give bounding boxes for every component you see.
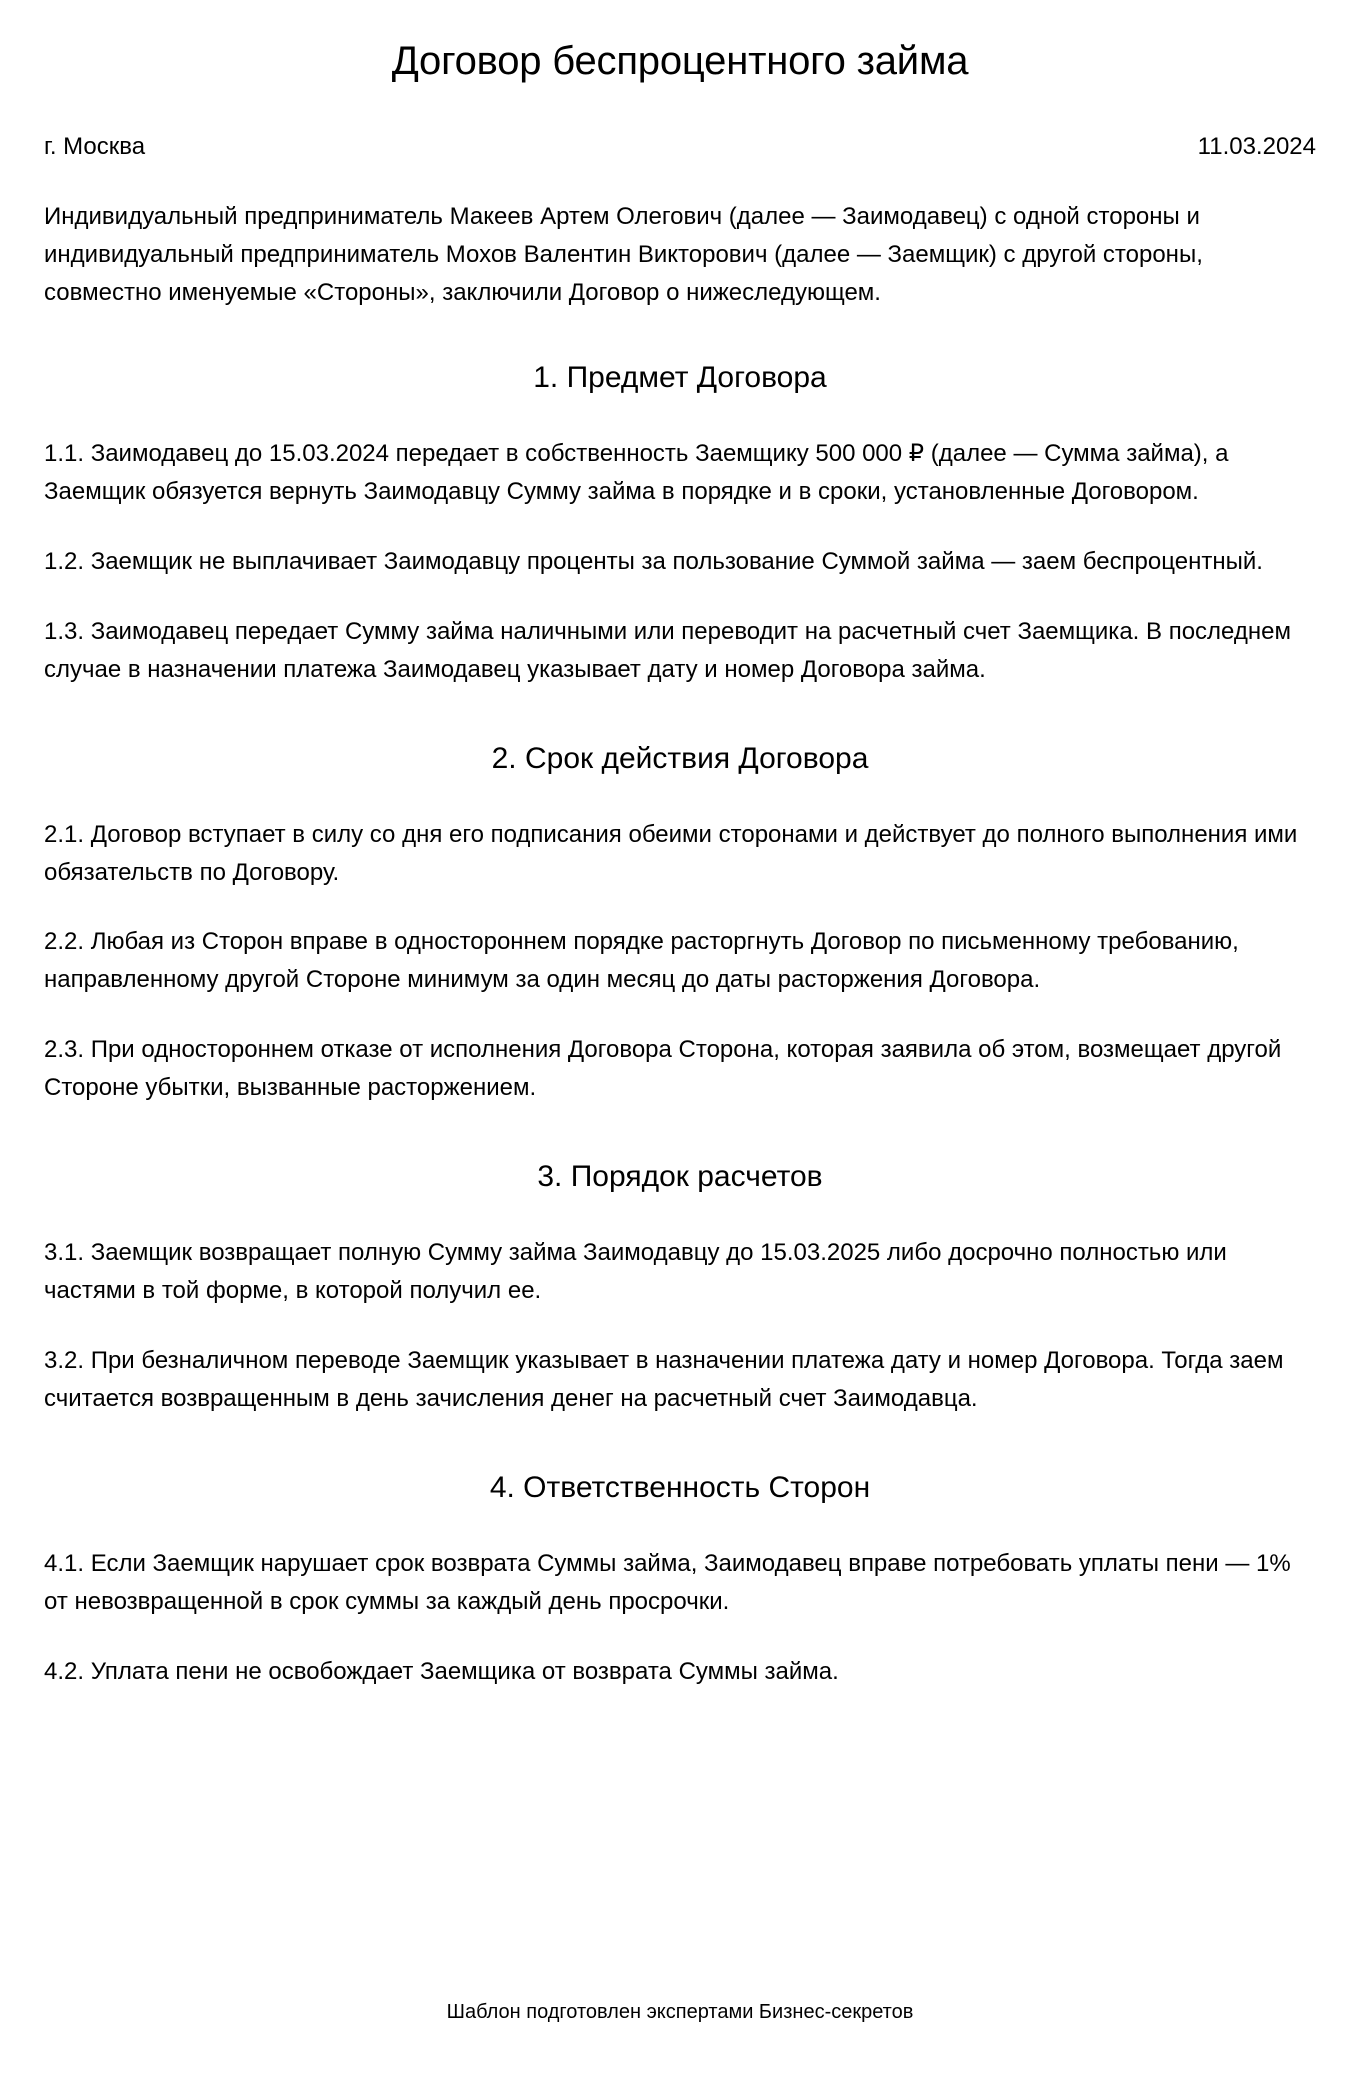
document-footer-note: Шаблон подготовлен экспертами Бизнес-секретов [446, 2001, 914, 2023]
document-sections [44, 358, 1316, 1690]
document-date: 11.03.2024 [1197, 133, 1316, 161]
clause-paragraph: 1.1. Заимодавец до 15.03.2024 передает в собственность Заемщику 500 000 ₽ (далее — Сумма займа), а Заемщик обязуется вернуть Заимодавцу Сумму займа в порядке и в сроки, установленные Договором. [44, 440, 1229, 505]
section-clauses [44, 1545, 1316, 1691]
section-heading: 1. Предмет Договора [533, 361, 827, 395]
clause-paragraph: 3.1. Заемщик возвращает полную Сумму займа Заимодавцу до 15.03.2025 либо досрочно полностью или частями в той форме, в которой получил ее. [44, 1239, 1227, 1304]
section-clauses [44, 816, 1316, 1107]
section-clauses [44, 1234, 1316, 1418]
clause-paragraph: 2.3. При одностороннем отказе от исполнения Договора Сторона, которая заявила об этом, возмещает другой Стороне убытки, вызванные расторжением. [44, 1036, 1282, 1102]
clause-paragraph: 4.1. Если Заемщик нарушает срок возврата Суммы займа, Заимодавец вправе потребовать уплаты пени — 1% от невозвращенной в срок суммы за каждый день просрочки. [44, 1549, 1291, 1615]
section-heading: 4. Ответственность Сторон [489, 1470, 871, 1504]
document-meta-row [44, 131, 1316, 162]
section-clauses [44, 435, 1316, 689]
document-title: Договор беспроцентного займа [391, 39, 969, 83]
clause-paragraph: 1.2. Заемщик не выплачивает Заимодавцу проценты за пользование Суммой займа — заем беспроцентный. [44, 547, 1263, 575]
section-heading: 3. Порядок расчетов [537, 1160, 823, 1194]
section-heading: 2. Срок действия Договора [491, 741, 869, 775]
clause-paragraph: 2.2. Любая из Сторон вправе в одностороннем порядке расторгнуть Договор по письменному требованию, направленному другой Стороне минимум за один месяц до даты расторжения Договора. [44, 928, 1239, 994]
document-city: г. Москва [44, 133, 146, 161]
clause-paragraph: 4.2. Уплата пени не освобождает Заемщика от возврата Суммы займа. [44, 1657, 839, 1685]
clause-paragraph: 2.1. Договор вступает в силу со дня его подписания обеими сторонами и действует до полного выполнения ими обязательств по Договору. [44, 820, 1298, 886]
clause-paragraph: 1.3. Заимодавец передает Сумму займа наличными или переводит на расчетный счет Заемщика. В последнем случае в назначении платежа Заимодавец указывает дату и номер Договора займа. [44, 617, 1291, 683]
document-preamble: Индивидуальный предприниматель Макеев Артем Олегович (далее — Заимодавец) с одной стороны и индивидуальный предприниматель Мохов Валентин Викторович (далее — Заемщик) с другой стороны, совместно именуемые «Стороны», заключили Договор о нижеследующем. [44, 203, 1203, 307]
clause-paragraph: 3.2. При безналичном переводе Заемщик указывает в назначении платежа дату и номер Договора. Тогда заем считается возвращенным в день зачисления денег на расчетный счет Заимодавца. [44, 1346, 1284, 1412]
